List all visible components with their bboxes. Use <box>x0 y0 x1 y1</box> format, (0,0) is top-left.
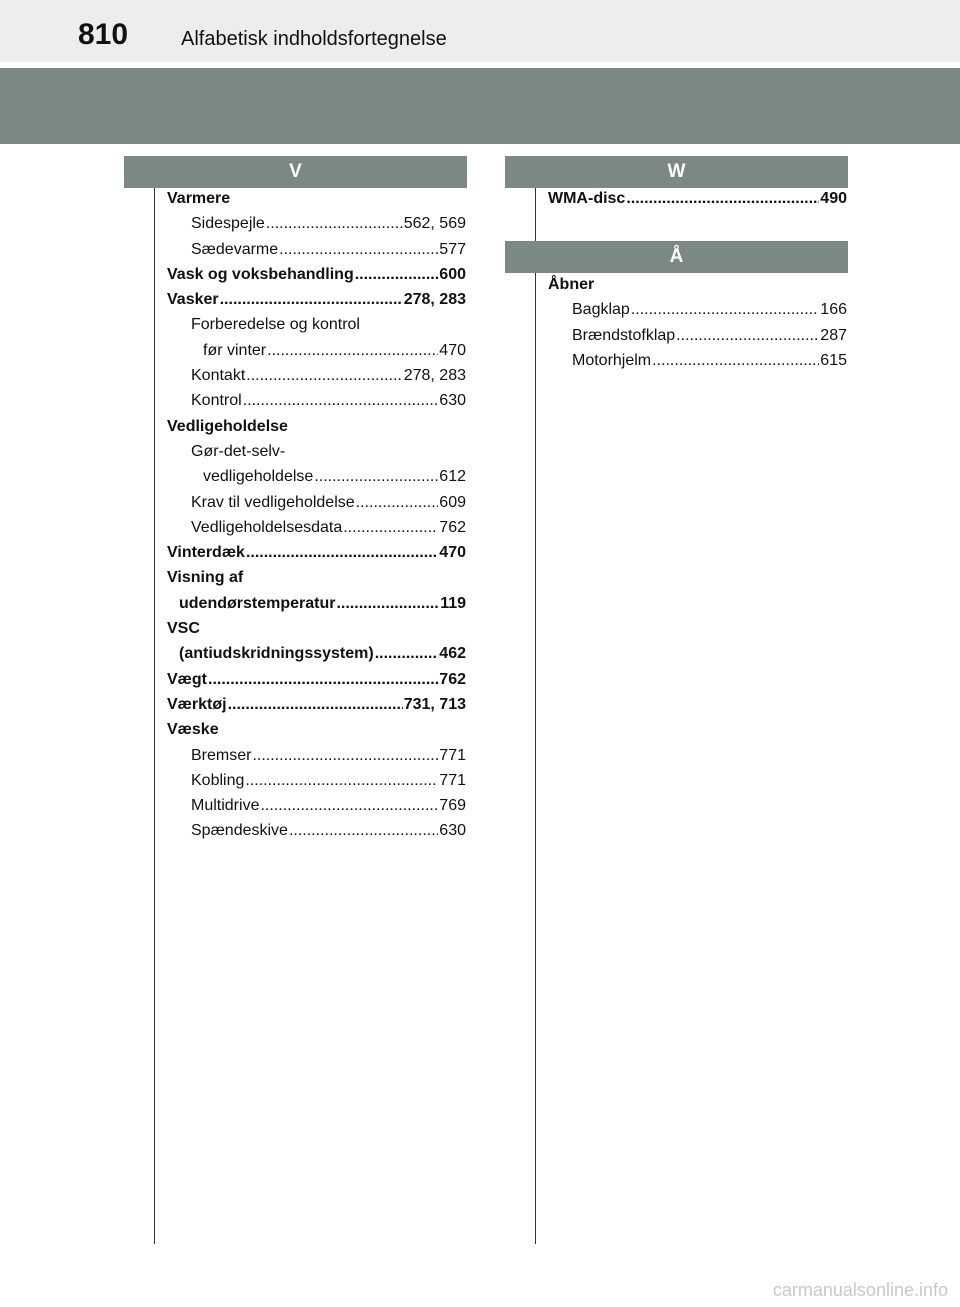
index-entry <box>167 544 466 569</box>
index-entry <box>548 352 847 377</box>
index-entry-term: Kontrol <box>191 392 242 410</box>
index-entry-term: Krav til vedligeholdelse <box>191 493 355 511</box>
dot-leader <box>245 772 438 790</box>
dot-leader <box>652 352 819 370</box>
index-entry <box>167 772 466 797</box>
index-column-aa <box>548 276 847 377</box>
index-entry-page: 470 <box>439 341 466 359</box>
watermark: carmanualsonline.info <box>772 1280 948 1300</box>
index-entry-term: før vinter <box>203 341 267 359</box>
index-entry <box>167 342 466 367</box>
index-entry-page: 615 <box>820 351 847 369</box>
index-entry-page: 577 <box>439 240 466 258</box>
index-entry-term: (antiudskridningssystem) <box>179 645 374 663</box>
index-entry <box>167 494 466 519</box>
dot-leader <box>267 342 438 360</box>
index-entry-page: 609 <box>439 493 466 511</box>
index-entry-page: 562, 569 <box>403 215 466 233</box>
section-header-v: V <box>124 156 467 188</box>
dot-leader <box>375 645 439 663</box>
index-entry-term: Motorhjelm <box>572 351 652 369</box>
dot-leader <box>252 747 438 765</box>
column-divider-left <box>154 188 155 1244</box>
index-entry-term: WMA-disc <box>548 190 626 207</box>
index-entry <box>167 671 466 696</box>
index-entry-term: Sædevarme <box>191 240 279 258</box>
index-entry <box>167 645 466 670</box>
index-entry-term: Varmere <box>167 190 231 207</box>
index-entry <box>167 721 466 746</box>
index-column-w <box>548 190 847 215</box>
dot-leader <box>260 797 438 815</box>
index-entry <box>167 747 466 772</box>
index-entry-page: 771 <box>439 771 466 789</box>
index-entry <box>167 595 466 620</box>
index-entry-page: 166 <box>820 301 847 319</box>
index-entry-term: Brændstofklap <box>572 326 676 344</box>
index-entry-page: 612 <box>439 468 466 486</box>
index-entry-term: Vedligeholdelse <box>167 417 288 435</box>
index-entry <box>167 241 466 266</box>
dot-leader <box>355 266 439 284</box>
dot-leader <box>289 822 438 840</box>
index-entry-term: Sidespejle <box>191 215 265 233</box>
index-entry-term: Kontakt <box>191 367 246 385</box>
index-entry-page: 462 <box>439 645 466 663</box>
index-entry <box>548 327 847 352</box>
dot-leader <box>676 327 819 345</box>
index-entry <box>167 569 466 594</box>
index-entry-page: 278, 283 <box>403 291 466 309</box>
index-entry-term: Forberedelse og kontrol <box>191 316 360 334</box>
dot-leader <box>336 595 439 613</box>
index-entry-term: Bagklap <box>572 301 630 319</box>
index-entry <box>167 620 466 645</box>
index-entry-term: Multidrive <box>191 797 260 815</box>
index-entry <box>167 392 466 417</box>
index-entry <box>167 519 466 544</box>
index-entry-term: Vedligeholdelsesdata <box>191 518 343 536</box>
index-entry <box>167 443 466 468</box>
dot-leader <box>279 241 438 259</box>
dot-leader <box>266 215 403 233</box>
dot-leader <box>246 367 402 385</box>
dot-leader <box>314 468 438 486</box>
index-entry <box>548 301 847 326</box>
index-entry-term: Kobling <box>191 771 245 789</box>
dot-leader <box>246 544 438 562</box>
header-banner <box>0 68 960 144</box>
dot-leader <box>626 190 819 208</box>
index-entry <box>167 822 466 847</box>
index-entry-term: udendørstemperatur <box>179 594 336 612</box>
index-entry <box>167 367 466 392</box>
index-entry-term: Vasker <box>167 291 219 309</box>
index-entry-page: 278, 283 <box>403 367 466 385</box>
index-entry-term: Værktøj <box>167 695 227 713</box>
dot-leader <box>220 291 403 309</box>
section-header-w: W <box>505 156 848 188</box>
index-entry-term: vedligeholdelse <box>203 468 314 486</box>
section-header-aa: Å <box>505 241 848 273</box>
index-entry-term: Åbner <box>548 276 595 293</box>
index-entry <box>167 797 466 822</box>
index-entry-page: 769 <box>439 797 466 815</box>
index-entry-page: 731, 713 <box>403 695 466 713</box>
index-entry-page: 490 <box>820 190 847 207</box>
index-entry-page: 762 <box>439 518 466 536</box>
index-entry <box>167 291 466 316</box>
dot-leader <box>243 392 439 410</box>
index-entry <box>167 266 466 291</box>
index-entry-term: Gør-det-selv- <box>191 442 286 460</box>
dot-leader <box>631 301 819 319</box>
index-entry-term: Bremser <box>191 746 252 764</box>
index-entry-page: 762 <box>439 670 466 688</box>
page-number: 810 <box>78 18 129 51</box>
index-entry <box>167 316 466 341</box>
dot-leader <box>343 519 438 537</box>
index-entry-page: 287 <box>820 326 847 344</box>
index-entry-term: Vinterdæk <box>167 544 245 562</box>
index-entry <box>548 190 847 215</box>
header-strip <box>0 0 960 62</box>
dot-leader <box>208 671 438 689</box>
index-entry-term: Spændeskive <box>191 822 288 840</box>
column-divider-right <box>535 188 536 1244</box>
index-entry-page: 630 <box>439 392 466 410</box>
index-entry-page: 630 <box>439 822 466 840</box>
index-entry-page: 119 <box>440 594 466 612</box>
index-entry-term: Væske <box>167 721 219 739</box>
page-title: Alfabetisk indholdsfortegnelse <box>181 28 447 50</box>
index-entry <box>167 190 466 215</box>
dot-leader <box>356 494 439 512</box>
index-entry <box>167 418 466 443</box>
index-entry <box>548 276 847 301</box>
index-entry-page: 771 <box>439 746 466 764</box>
index-entry-page: 470 <box>439 544 466 562</box>
index-entry <box>167 696 466 721</box>
index-column-v <box>167 190 466 848</box>
index-entry <box>167 215 466 240</box>
index-entry-term: VSC <box>167 620 200 638</box>
index-entry <box>167 468 466 493</box>
dot-leader <box>228 696 403 714</box>
index-entry-term: Vask og voksbehandling <box>167 265 354 283</box>
index-entry-term: Vægt <box>167 670 207 688</box>
index-entry-term: Visning af <box>167 569 244 587</box>
index-entry-page: 600 <box>439 265 466 283</box>
